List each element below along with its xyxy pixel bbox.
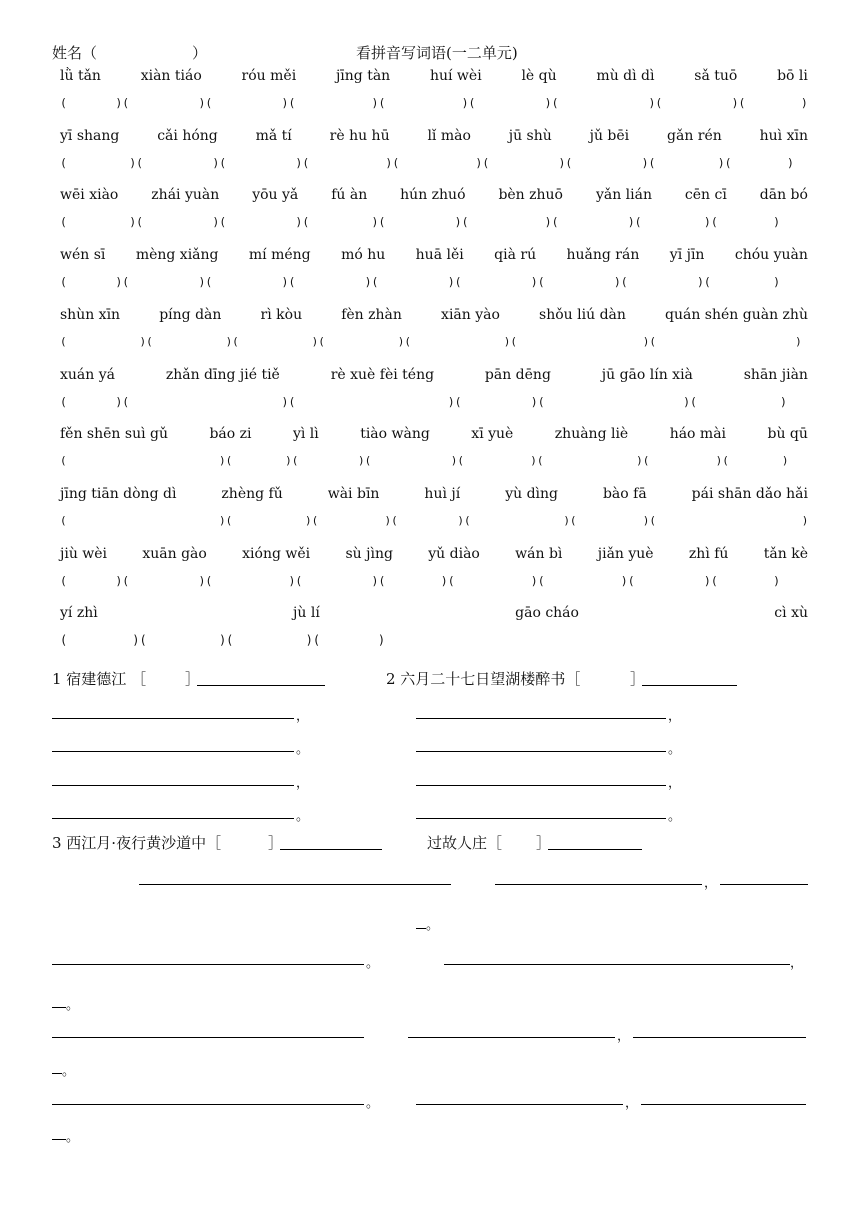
pinyin-word: háo mài [669,426,727,442]
pinyin-word: tiào wàng [360,426,430,442]
pinyin-word: rè hu hū [329,128,390,144]
pinyin-word: mí méng [248,247,311,263]
pinyin-word: huì jí [424,486,461,502]
pinyin-word: huì xīn [759,128,808,144]
comma: ， [790,956,804,971]
poem-4-line-2a[interactable] [444,964,790,965]
pinyin-row [60,546,808,562]
pinyin-word: wán bì [515,546,563,562]
pinyin-word: báo zi [209,426,252,442]
pinyin-row [60,426,808,442]
pinyin-word: jù lí [293,605,320,621]
period: 。 [668,742,682,757]
period: 。 [62,1064,76,1079]
comma: ， [617,1029,631,1044]
period: 。 [366,956,380,971]
period: 。 [296,809,310,824]
pinyin-row [60,605,808,621]
pinyin-word: gāo cháo [515,605,579,621]
poem-2-author-line[interactable] [642,685,737,686]
name-label: 姓名（ [52,44,98,62]
pinyin-word: shùn xīn [60,307,121,323]
pinyin-word: rè xuè fèi téng [330,367,435,383]
poem-2-line-3[interactable] [416,785,666,786]
pinyin-word: shān jiàn [743,367,808,383]
pinyin-word: yī shang [60,128,120,144]
pinyin-word: xī yuè [471,426,514,442]
poem-4-author-line[interactable] [548,849,642,850]
pinyin-word: hún zhuó [400,187,466,203]
pinyin-word: fèn zhàn [341,307,402,323]
pinyin-word: jīng tàn [335,68,391,84]
period: 。 [366,1096,380,1111]
poem-4-line-4b[interactable] [641,1104,806,1105]
name-close-paren: ） [192,44,208,62]
pinyin-word: quán shén guàn zhù [665,307,808,323]
pinyin-word: xuán yá [60,367,115,383]
pinyin-word: cǎi hóng [157,128,218,144]
pinyin-word: jīng tiān dòng dì [60,486,177,502]
poem-2-line-1[interactable] [416,718,666,719]
poem-3-line-3[interactable] [52,1037,364,1038]
pinyin-word: mǎ tí [255,128,292,144]
poem-3-line-2[interactable] [52,964,364,965]
poem-2-line-4[interactable] [416,818,666,819]
pinyin-word: gǎn rén [667,128,722,144]
pinyin-word: jū gāo lín xià [601,367,693,383]
pinyin-word: yī jīn [669,247,705,263]
pinyin-row [60,128,808,144]
pinyin-row [60,247,808,263]
pinyin-word: huǎng rán [566,247,640,263]
poem-4-line-2b[interactable] [52,1007,66,1008]
page-title: 看拼音写词语(一二单元) [356,44,518,62]
poem-1-bracket-close: ］ [185,670,201,688]
pinyin-row [60,307,808,323]
pinyin-word: bō li [777,68,808,84]
poem-3-bracket-close: ］ [268,834,284,852]
period: 。 [296,742,310,757]
pinyin-word: huā lěi [415,247,464,263]
pinyin-word: lè qù [521,68,557,84]
poem-4-line-3c[interactable] [52,1073,62,1074]
pinyin-word: xióng wěi [242,546,311,562]
pinyin-word: bèn zhuō [498,187,563,203]
pinyin-word: mèng xiǎng [135,247,219,263]
poem-4-title: 过故人庄［ [427,834,503,852]
answer-brackets[interactable]: ( )( )( )( ) [60,633,386,647]
pinyin-word: jiǎn yuè [597,546,654,562]
period: 。 [668,809,682,824]
pinyin-word: huí wèi [429,68,482,84]
comma: ， [704,876,718,891]
pinyin-row [60,68,808,84]
poem-4-line-3b[interactable] [633,1037,806,1038]
answer-brackets[interactable]: ( )( )( )( )( )( ) [60,395,787,409]
poem-4-line-1a[interactable] [495,884,702,885]
poem-3-line-1[interactable] [139,884,451,885]
comma: ， [668,776,682,791]
pinyin-word: rì kòu [260,307,303,323]
poem-4-line-4c[interactable] [52,1139,66,1140]
poem-4-line-4a[interactable] [416,1104,623,1105]
pinyin-word: xiān yào [441,307,500,323]
pinyin-word: cì xù [774,605,808,621]
poem-4-bracket-close: ］ [536,834,552,852]
pinyin-word: fěn shēn suì gǔ [60,426,168,442]
comma: ， [625,1096,639,1111]
comma: ， [668,709,682,724]
pinyin-word: wēi xiào [60,187,119,203]
poem-2-bracket-close: ］ [630,670,646,688]
pinyin-word: yǎn lián [595,187,652,203]
pinyin-word: róu měi [241,68,297,84]
pinyin-word: bào fā [602,486,647,502]
pinyin-word: sǎ tuō [694,68,738,84]
answer-brackets[interactable]: ( )( )( )( )( )( )( )( )( ) [60,156,794,170]
pinyin-word: zhuàng liè [554,426,629,442]
pinyin-word: dān bó [759,187,808,203]
pinyin-word: yí zhì [60,605,98,621]
pinyin-word: fú àn [331,187,368,203]
pinyin-word: yǔ diào [428,546,480,562]
pinyin-word: sù jìng [345,546,393,562]
poem-2-line-2[interactable] [416,751,666,752]
poem-1-line-1[interactable] [52,718,294,719]
comma: ， [296,709,310,724]
poem-1-line-4[interactable] [52,818,294,819]
pinyin-word: zhì fú [688,546,729,562]
pinyin-word: lǐ mào [427,128,471,144]
answer-brackets[interactable]: ( )( )( )( )( )( )( ) [60,514,809,527]
pinyin-word: zhái yuàn [151,187,220,203]
pinyin-word: zhǎn dīng jié tiě [165,367,280,383]
answer-brackets[interactable]: ( )( )( )( )( )( )( )( )( ) [60,574,781,588]
period: 。 [66,1130,80,1145]
pinyin-word: tǎn kè [763,546,808,562]
pinyin-word: qià rú [494,247,537,263]
pinyin-word: mù dì dì [596,68,655,84]
answer-brackets[interactable]: ( )( )( )( )( )( )( )( )( ) [60,215,781,229]
answer-brackets[interactable]: ( )( )( )( )( )( )( ) [60,335,802,348]
answer-brackets[interactable]: ( )( )( )( )( )( )( )( )( ) [60,275,781,289]
pinyin-word: yì lì [292,426,319,442]
poem-3-author-line[interactable] [280,849,382,850]
poem-4-line-3a[interactable] [408,1037,615,1038]
poem-1-line-3[interactable] [52,785,294,786]
pinyin-word: xuān gào [142,546,207,562]
pinyin-row [60,367,808,383]
pinyin-word: yù dìng [505,486,558,502]
pinyin-word: wén sī [60,247,106,263]
pinyin-word: jū shù [508,128,552,144]
pinyin-word: xiàn tiáo [140,68,202,84]
comma: ， [296,776,310,791]
pinyin-row [60,187,808,203]
poem-3-title: 3 西江月·夜行黄沙道中［ [52,834,222,852]
pinyin-word: wài bīn [327,486,380,502]
poem-4-line-1b[interactable] [720,884,808,885]
poem-1-title: 1 宿建德江 ［ [52,670,147,688]
poem-1-line-2[interactable] [52,751,294,752]
pinyin-word: pái shān dǎo hǎi [691,486,808,502]
pinyin-word: píng dàn [159,307,222,323]
poem-2-title: 2 六月二十七日望湖楼醉书［ [386,670,581,688]
pinyin-word: shǒu liú dàn [539,307,626,323]
pinyin-word: pān dēng [484,367,551,383]
pinyin-word: bù qū [767,426,808,442]
answer-brackets[interactable]: ( )( )( )( )( )( )( )( ) [60,454,789,467]
pinyin-word: mó hu [341,247,386,263]
answer-brackets[interactable]: ( )( )( )( )( )( )( )( )( ) [60,96,808,110]
pinyin-word: jǔ bēi [589,128,630,144]
poem-4-line-1c[interactable] [416,928,426,929]
pinyin-word: chóu yuàn [734,247,808,263]
pinyin-word: yōu yǎ [252,187,299,203]
pinyin-word: lǜ tǎn [60,68,101,84]
poem-3-line-4[interactable] [52,1104,364,1105]
pinyin-row [60,486,808,502]
poem-1-author-line[interactable] [197,685,325,686]
period: 。 [426,918,440,933]
pinyin-word: jiù wèi [60,546,108,562]
period: 。 [66,998,80,1013]
pinyin-word: zhèng fǔ [221,486,283,502]
pinyin-word: cēn cī [684,187,727,203]
